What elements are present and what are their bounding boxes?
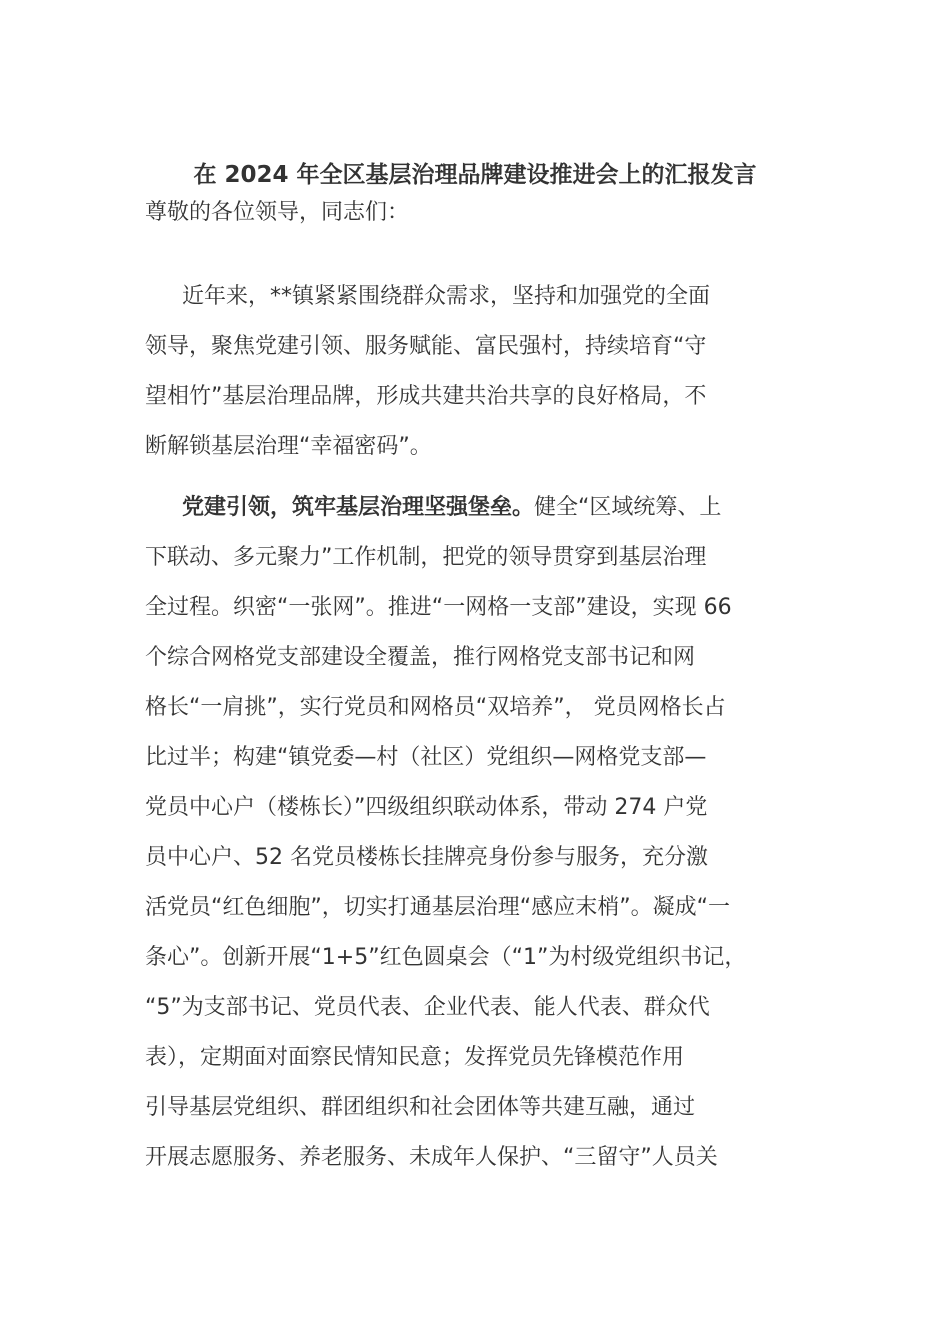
- paragraph-line: 比过半；构建“镇党委—村（社区）党组织—网格党支部—: [145, 745, 707, 770]
- paragraph-intro: [145, 272, 805, 472]
- paragraph-line: 格长“一肩挑”，实行党员和网格员“双培养”， 党员网格长占: [145, 695, 726, 720]
- paragraph-line: 开展志愿服务、养老服务、未成年人保护、“三留守”人员关: [145, 1145, 718, 1170]
- paragraph-line: “5”为支部书记、党员代表、企业代表、能人代表、群众代: [145, 995, 710, 1020]
- paragraph-line: 个综合网格党支部建设全覆盖，推行网格党支部书记和网: [145, 645, 696, 670]
- paragraph-line: 领导，聚焦党建引领、服务赋能、富民强村，持续培育“守: [145, 334, 707, 359]
- paragraph-line: 断解锁基层治理“幸福密码”。: [145, 434, 432, 459]
- salutation: 尊敬的各位领导，同志们：: [145, 200, 410, 225]
- paragraph-line: 活党员“红色细胞”，切实打通基层治理“感应末梢”。凝成“一: [145, 895, 730, 920]
- paragraph-line: 望相竹”基层治理品牌，形成共建共治共享的良好格局，不: [145, 384, 707, 409]
- paragraph-line: 条心”。创新开展“1+5”红色圆桌会（“1”为村级党组织书记，: [145, 945, 747, 970]
- paragraph-line-rest: 健全“区域统筹、上: [534, 495, 722, 520]
- paragraph-party-leadership: [145, 483, 805, 1183]
- paragraph-line: 全过程。织密“一张网”。推进“一网格一支部”建设，实现 66: [145, 595, 732, 620]
- paragraph-line: 表），定期面对面察民情知民意；发挥党员先锋模范作用: [145, 1045, 685, 1070]
- document-title: 在 2024 年全区基层治理品牌建设推进会上的汇报发言: [193, 162, 757, 188]
- paragraph-line: 员中心户、52 名党员楼栋长挂牌亮身份参与服务，充分激: [145, 845, 708, 870]
- paragraph-line: 引导基层党组织、群团组织和社会团体等共建互融，通过: [145, 1095, 696, 1120]
- section-lead-heading: 党建引领，筑牢基层治理坚强堡垒。: [182, 495, 535, 520]
- paragraph-first-line: [145, 483, 805, 533]
- paragraph-line: 下联动、多元聚力”工作机制，把党的领导贯穿到基层治理: [145, 545, 707, 570]
- paragraph-line: 近年来，**镇紧紧围绕群众需求，坚持和加强党的全面: [182, 284, 711, 309]
- paragraph-line: 党员中心户（楼栋长）”四级组织联动体系，带动 274 户党: [145, 795, 708, 820]
